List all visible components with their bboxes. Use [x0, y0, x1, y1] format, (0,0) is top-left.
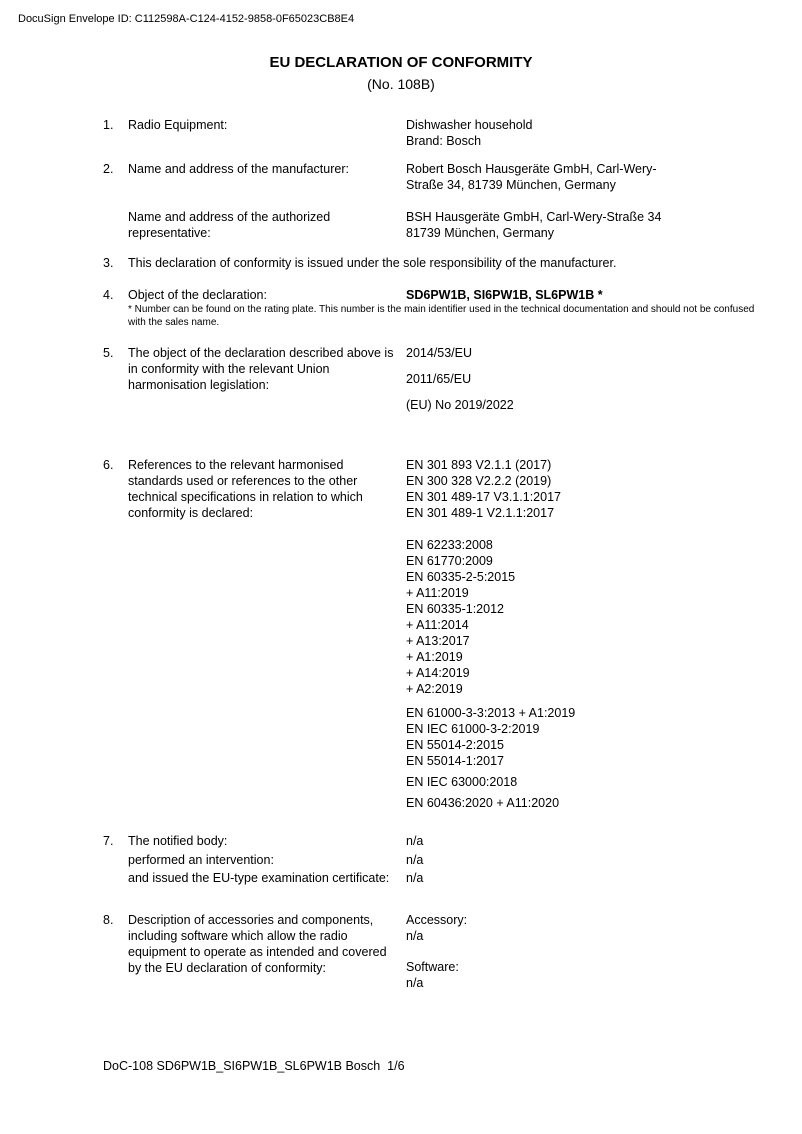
item-2-manufacturer — [103, 161, 682, 193]
standard-line: EN 301 489-1 V2.1.1:2017 — [406, 506, 555, 520]
item-5-legislation — [103, 345, 682, 413]
item-5-legislation-list — [406, 345, 682, 413]
item-6-standards — [103, 457, 682, 811]
item-2-manufacturer-value: Robert Bosch Hausgeräte GmbH, Carl-Wery-Straße 34, 81739 München, Germany — [406, 162, 657, 192]
standard-line: EN 62233:2008 — [406, 538, 493, 552]
standard-line: EN IEC 63000:2018 — [406, 775, 518, 789]
standards-group-radio — [406, 457, 682, 521]
item-5-number: 5. — [103, 346, 114, 360]
standard-line: EN 55014-2:2015 — [406, 738, 504, 752]
standard-line: EN 61770:2009 — [406, 554, 493, 568]
legislation-line: (EU) No 2019/2022 — [406, 398, 514, 412]
item-2-spacer — [103, 209, 128, 241]
standard-line: + A14:2019 — [406, 666, 470, 680]
item-6-standards-list — [406, 457, 682, 811]
accessory-label: Accessory: — [406, 913, 468, 927]
footer-doc-reference: DoC-108 SD6PW1B_SI6PW1B_SL6PW1B Bosch 1/6 — [103, 1059, 405, 1073]
legislation-line: 2014/53/EU — [406, 346, 473, 360]
item-7-notified-body-label: The notified body: — [128, 834, 228, 848]
item-7-intervention-value: n/a — [406, 853, 424, 867]
standard-line: EN 60335-2-5:2015 — [406, 570, 516, 584]
item-4-label: Object of the declaration: — [128, 288, 267, 302]
item-8-number: 8. — [103, 913, 114, 927]
docusign-envelope-id: DocuSign Envelope ID: C112598A-C124-4152-9858-0F65023CB8E4 — [18, 13, 355, 25]
item-6-number: 6. — [103, 458, 114, 472]
standard-line: EN 55014-1:2017 — [406, 754, 504, 768]
item-3-number: 3. — [103, 256, 114, 270]
standard-line: EN 301 893 V2.1.1 (2017) — [406, 458, 552, 472]
item-7-certificate-value: n/a — [406, 871, 424, 885]
standard-line: EN 60335-1:2012 — [406, 602, 504, 616]
item-1-radio-equipment — [103, 117, 682, 149]
item-5-label: The object of the declaration described above is in conformity with the relevant Union harmonisation legislation: — [128, 346, 394, 392]
item-4-number: 4. — [103, 288, 114, 302]
document-subtitle: (No. 108B) — [367, 76, 435, 92]
standard-line: + A11:2019 — [406, 586, 469, 600]
item-1-number: 1. — [103, 118, 114, 132]
standard-line: EN 301 489-17 V3.1.1:2017 — [406, 490, 561, 504]
item-2-authorized-representative — [103, 209, 682, 241]
declaration-items — [0, 93, 802, 991]
item-7-certificate — [103, 870, 682, 886]
standard-line: + A2:2019 — [406, 682, 463, 696]
standard-line: + A11:2014 — [406, 618, 469, 632]
item-6-label: References to the relevant harmonised standards used or references to the other technical specifications in relation to which conformity is declared: — [128, 458, 363, 520]
standard-line: EN 60436:2020 + A11:2020 — [406, 796, 560, 810]
item-8-values — [406, 912, 682, 991]
item-3-text: This declaration of conformity is issued under the sole responsibility of the manufacturer. — [128, 256, 617, 270]
item-7-number: 7. — [103, 834, 114, 848]
standard-line: EN 61000-3-3:2013 + A1:2019 — [406, 706, 576, 720]
standards-group-safety — [406, 537, 682, 697]
item-4-model-numbers: SD6PW1B, SI6PW1B, SL6PW1B * — [406, 288, 603, 302]
standard-line: + A13:2017 — [406, 634, 470, 648]
standards-group-rohs — [406, 774, 682, 790]
accessory-value: n/a — [406, 929, 424, 943]
standards-group-performance — [406, 795, 682, 811]
item-3-responsibility-statement — [103, 255, 682, 271]
item-2-manufacturer-label: Name and address of the manufacturer: — [128, 162, 349, 176]
item-7-spacer — [103, 852, 128, 868]
item-1-label: Radio Equipment: — [128, 118, 228, 132]
item-4-footnote: * Number can be found on the rating plate. This number is the main identifier used in the technical documentation and should not be confused with the sales name. — [128, 304, 755, 328]
item-7-spacer2 — [103, 870, 128, 886]
item-7-notified-body — [103, 833, 682, 849]
software-value: n/a — [406, 976, 424, 990]
item-7-certificate-label: and issued the EU-type examination certificate: — [128, 871, 390, 885]
legislation-line: 2011/65/EU — [406, 372, 472, 386]
standard-line: + A1:2019 — [406, 650, 463, 664]
item-7-notified-body-value: n/a — [406, 834, 424, 848]
item-1-value — [406, 117, 682, 149]
item-8-accessories — [103, 912, 682, 991]
item-4-object-of-declaration — [103, 287, 755, 329]
item-2-number: 2. — [103, 162, 114, 176]
equipment-line: Brand: Bosch — [406, 134, 482, 148]
item-2-representative-label: Name and address of the authorized representative: — [128, 210, 331, 240]
standard-line: EN 300 328 V2.2.2 (2019) — [406, 474, 552, 488]
document-title: EU DECLARATION OF CONFORMITY — [269, 54, 533, 71]
item-7-intervention — [103, 852, 682, 868]
standards-group-emc — [406, 705, 682, 769]
item-7-intervention-label: performed an intervention: — [128, 853, 274, 867]
equipment-line: Dishwasher household — [406, 118, 533, 132]
item-8-label: Description of accessories and components, including software which allow the radio equipment to operate as intended and covered by the EU declaration of conformity: — [128, 913, 387, 975]
software-label: Software: — [406, 960, 459, 974]
standard-line: EN IEC 61000-3-2:2019 — [406, 722, 540, 736]
item-2-representative-value: BSH Hausgeräte GmbH, Carl-Wery-Straße 34 81739 München, Germany — [406, 210, 662, 240]
